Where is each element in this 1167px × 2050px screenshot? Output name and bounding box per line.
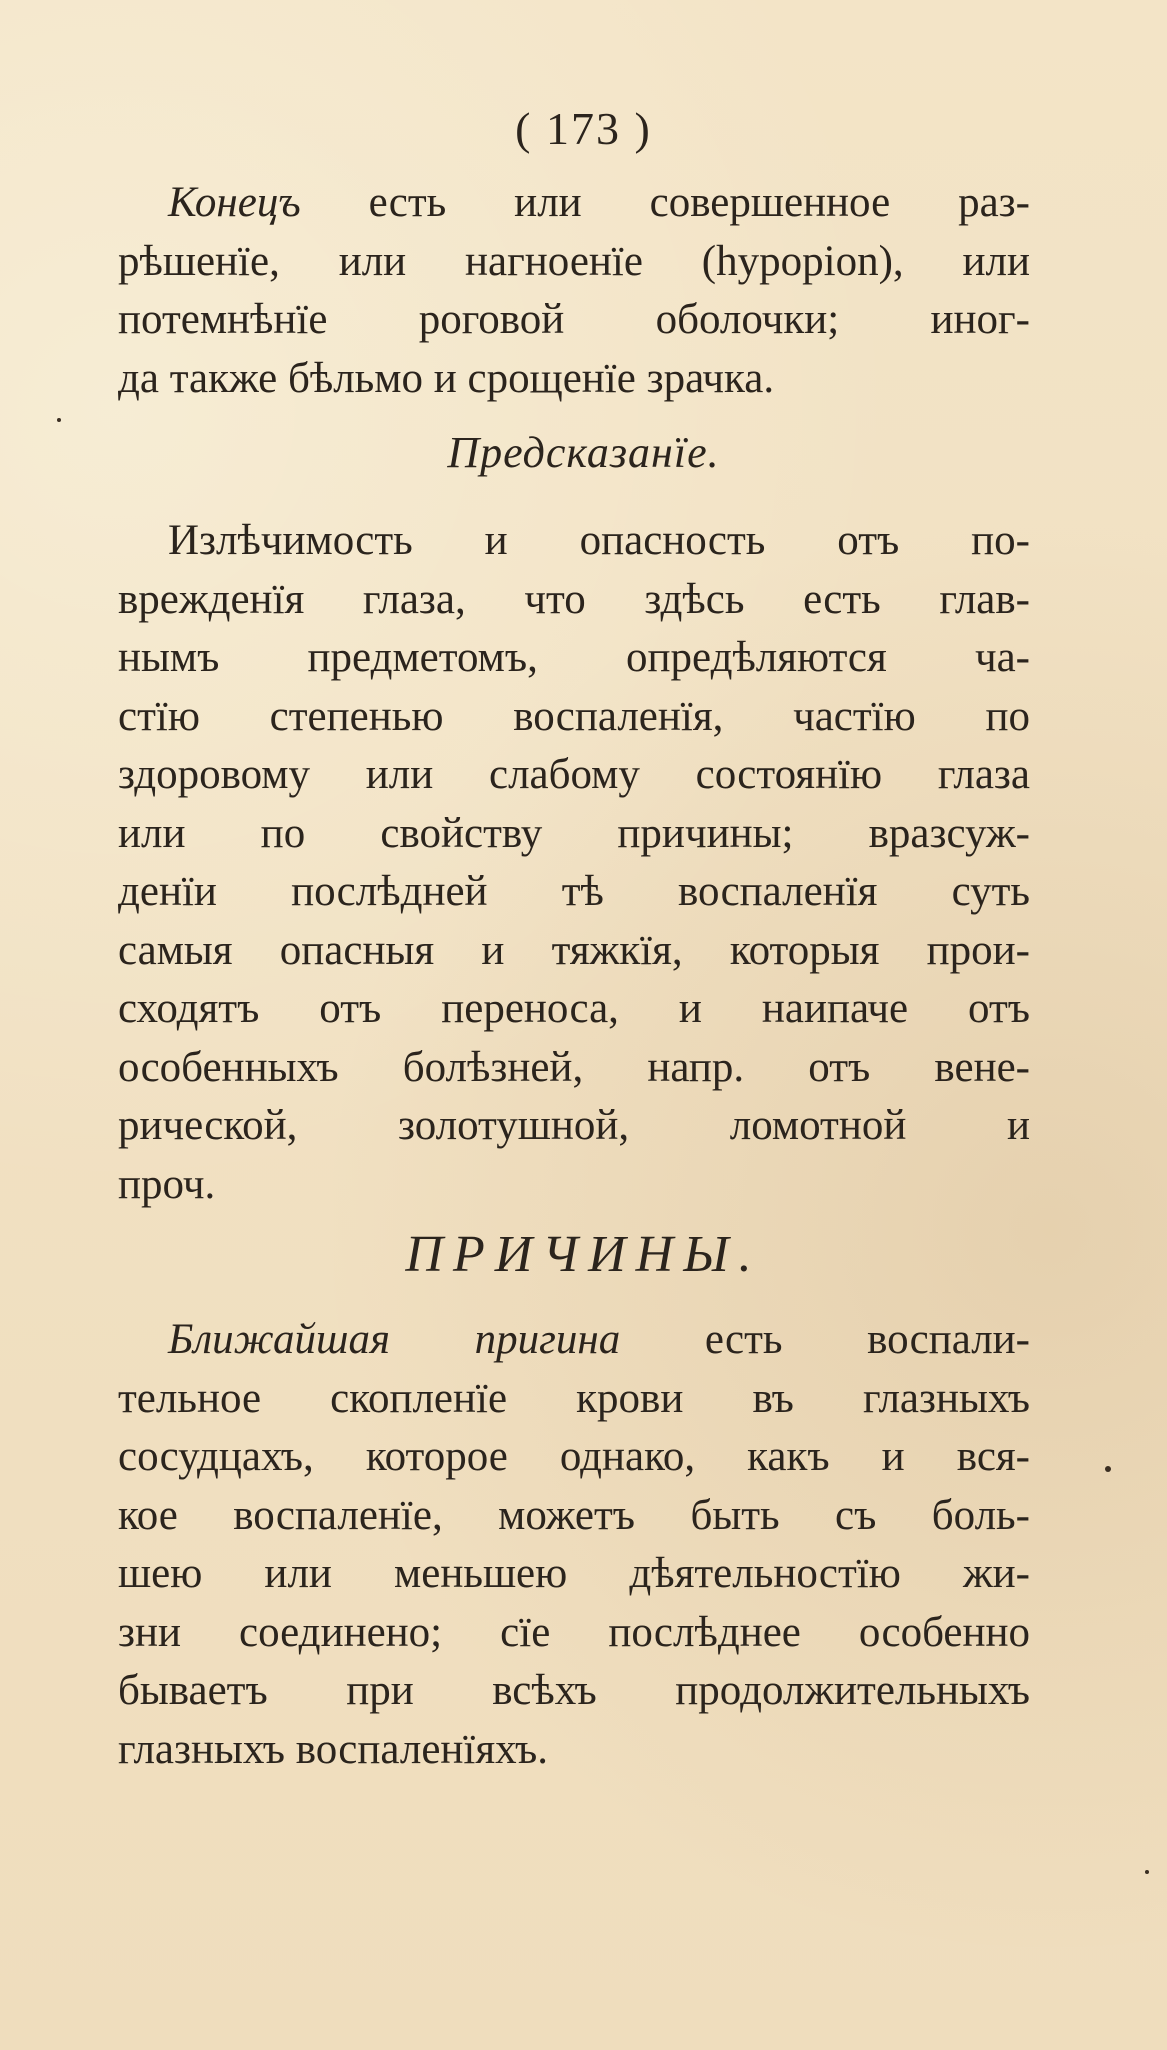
text-line: кое воспаленïе, можетъ быть съ боль- [118,1491,1030,1539]
text-line: денïи послѣдней тѣ воспаленïя суть [118,868,1030,915]
section-heading-prognosis: Предсказанïе. [447,428,720,477]
text-line: нымъ предметомъ, опредѣляются ча- [118,634,1030,681]
italic-term: Конецъ [168,179,301,226]
text-line-rest: есть или совершенное раз- [300,179,1030,226]
paragraph-end-of-disease [118,174,1030,408]
italic-term: Ближайшая пригина [168,1316,621,1363]
text-line: тельное скопленïе крови въ глазныхъ [118,1374,1030,1422]
text-line: проч. [118,1160,216,1208]
text-line [118,174,1030,233]
text-line: самыя опасныя и тяжкïя, которыя прои- [118,926,1030,974]
text-line: глазныхъ воспаленïяхъ. [118,1725,548,1773]
ink-speck [1145,1870,1149,1874]
text-line: сосудцахъ, которое однако, какъ и вся- [118,1433,1030,1480]
text-line: потемнѣнïе роговой оболочки; иног- [118,296,1030,343]
ink-speck [1105,1466,1111,1472]
text-line: рѣшенïе, или нагноенïе (hypopion), или [118,237,1030,285]
text-line: стïю степенью воспаленïя, частïю по [118,692,1030,740]
text-line-rest: есть воспали- [620,1316,1031,1363]
text-line: здоровому или слабому состоянïю глаза [118,751,1030,798]
paragraph-prognosis [118,512,1030,1214]
page-number: ( 173 ) [515,103,652,154]
text-line: Излѣчимость и опасность отъ по- [168,517,1030,564]
section-heading-causes: ПРИЧИНЫ. [405,1226,762,1283]
text-line: зни соединено; сïе послѣднее особенно [118,1608,1030,1656]
text-line: шею или меньшею дѣятельностïю жи- [118,1550,1030,1597]
paragraph-causes [118,1311,1030,1779]
text-line: врежденïя глаза, что здѣсь есть глав- [118,575,1030,623]
text-line [118,1311,1030,1370]
ink-speck [57,418,61,422]
text-line: да также бѣльмо и срощенïе зрачка. [118,354,775,402]
text-line: бываетъ при всѣхъ продолжительныхъ [118,1667,1030,1714]
text-line: особенныхъ болѣзней, напр. отъ вене- [118,1043,1030,1091]
text-line: сходятъ отъ переноса, и наипаче отъ [118,985,1030,1032]
text-line: или по свойству причины; вразсуж- [118,809,1030,857]
text-line: рической, золотушной, ломотной и [118,1102,1030,1149]
